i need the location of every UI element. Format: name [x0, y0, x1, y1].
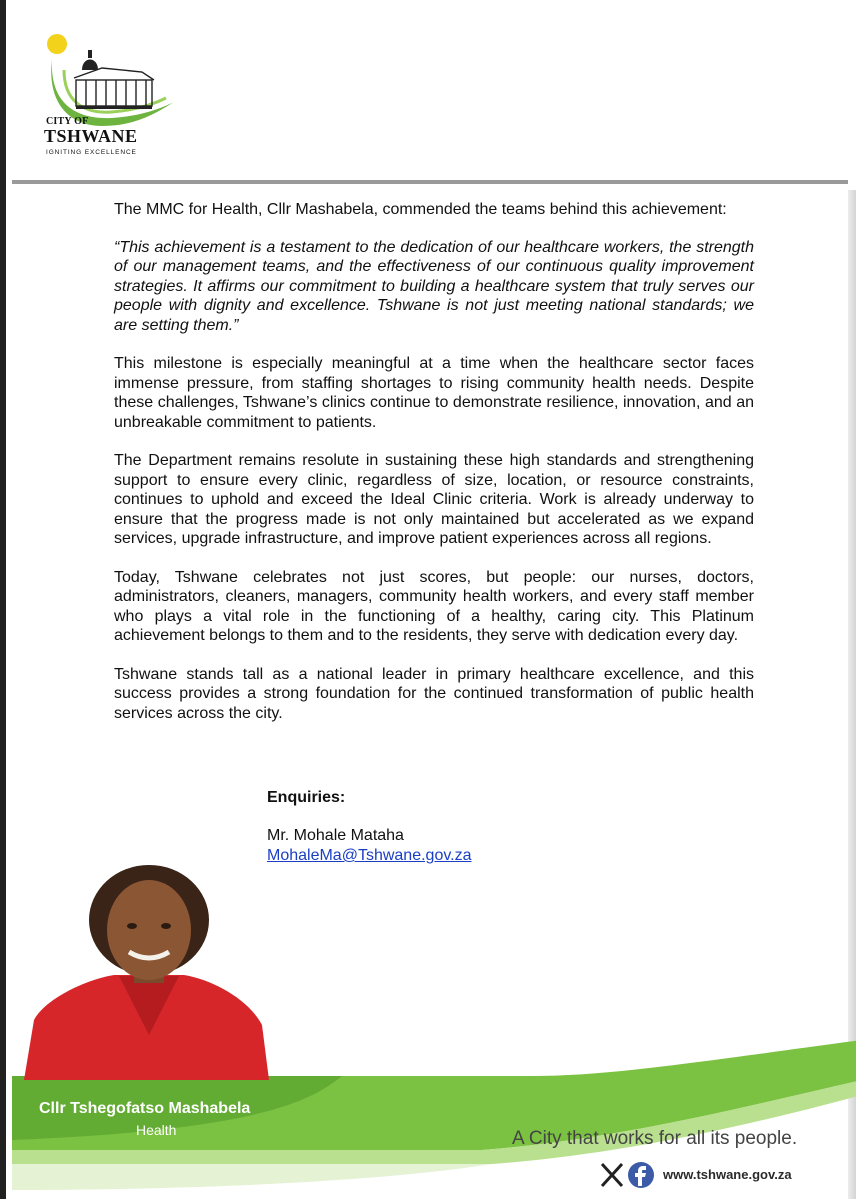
city-slogan: A City that works for all its people.	[512, 1128, 798, 1149]
intro-paragraph: The MMC for Health, Cllr Mashabela, commended the teams behind this achievement:	[114, 201, 727, 218]
paragraph-celebrates: Today, Tshwane celebrates not just scores, but people: our nurses, doctors, administrators, cleaners, managers, community health workers, and every staff member who plays a vital role in the functioning of a healthy, caring city. This Platinum achievement belongs to them and to the residents, they serve with dedication every day.	[114, 568, 754, 644]
paragraph-milestone: This milestone is especially meaningful at a time when the healthcare sector faces immense pressure, from staffing shortages to rising community health needs. Despite these challenges, Tshwane’s clinics continue to demonstrate resilience, innovation, and an unbreakable commitment to patients.	[114, 355, 754, 431]
contact-email-link[interactable]: MohaleMa@Tshwane.gov.za	[267, 847, 472, 864]
mmc-portrait-image	[24, 860, 269, 1080]
header-divider	[12, 180, 848, 184]
enquiries-heading: Enquiries:	[267, 789, 346, 806]
quote-paragraph: “This achievement is a testament to the dedication of our healthcare workers, the strength of our management teams, and the effectiveness of our continuous quality improvement strategies. It affirms our commitment to building a healthcare system that truly serves our people with dignity and excellence. Tshwane is not just meeting national standards; we are setting them.”	[114, 238, 754, 334]
logo-tshwane: TSHWANE	[44, 126, 138, 146]
website-link[interactable]: www.tshwane.gov.za	[663, 1167, 792, 1182]
contact-name: Mr. Mohale Mataha	[267, 827, 404, 844]
logo-tagline: IGNITING EXCELLENCE	[46, 149, 137, 156]
mmc-name: Cllr Tshegofatso Mashabela	[39, 1100, 251, 1117]
facebook-icon[interactable]	[628, 1162, 654, 1188]
logo-city-of: CITY OF	[46, 116, 89, 127]
press-release-body	[114, 200, 754, 742]
mmc-portfolio: Health	[136, 1122, 177, 1138]
x-icon[interactable]	[602, 1164, 622, 1186]
paragraph-department: The Department remains resolute in sustaining these high standards and strengthening support to ensure every clinic, regardless of size, location, or resource constraints, continues to uphold and exceed the Ideal Clinic criteria. Work is already underway to ensure that the progress made is not only maintained but accelerated as we expand services, upgrade infrastructure, and improve patient experiences across all regions.	[114, 452, 754, 547]
paragraph-national-leader: Tshwane stands tall as a national leader in primary healthcare excellence, and this success provides a strong foundation for the continued transformation of public health services across the city.	[114, 665, 754, 722]
social-icons	[600, 1160, 660, 1190]
